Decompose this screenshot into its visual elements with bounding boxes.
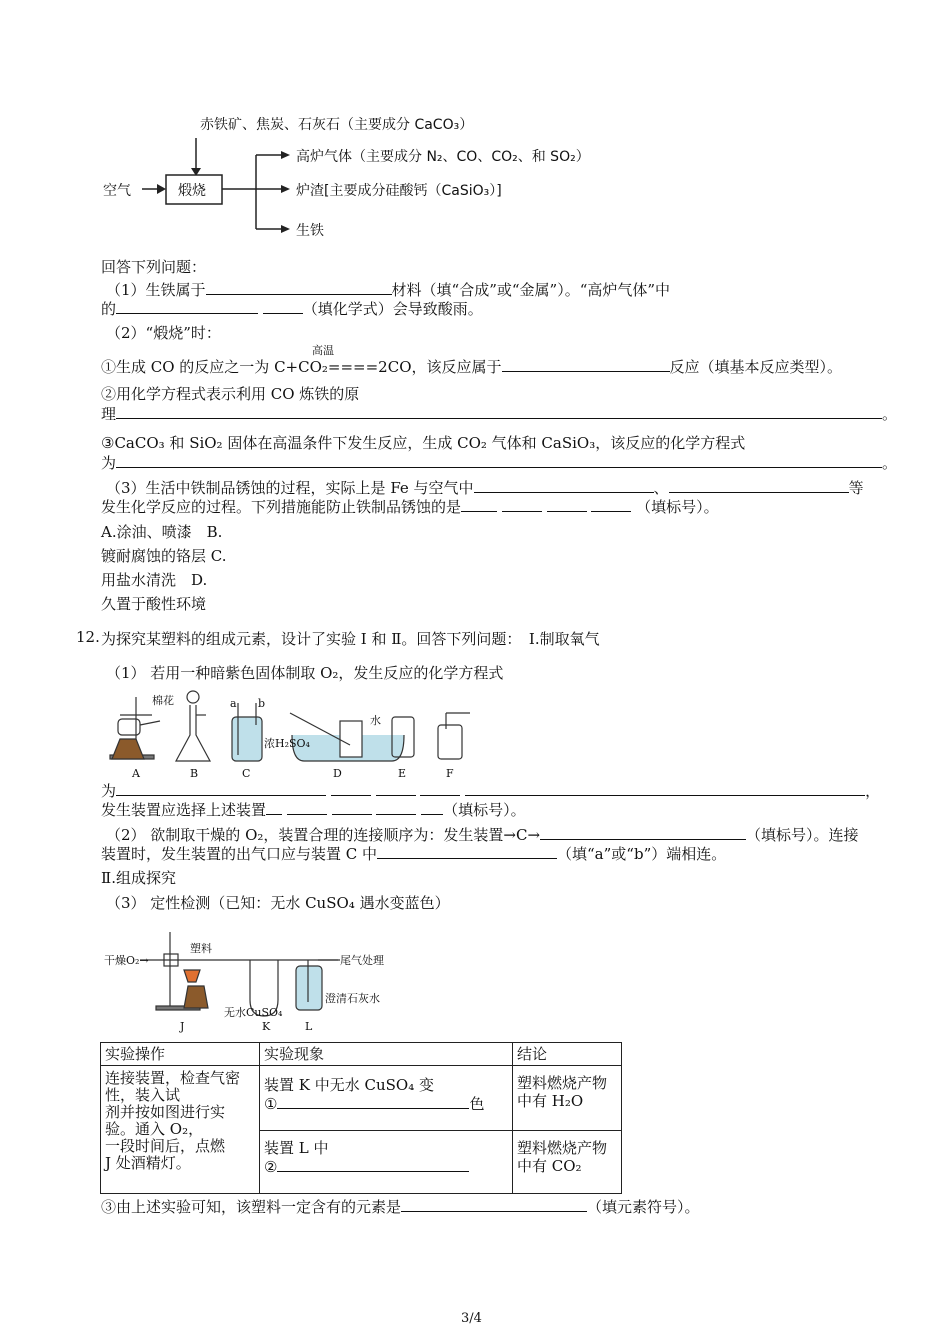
conclusion-h2o: 塑料燃烧产物 中有 H₂O: [513, 1066, 622, 1131]
answer-blank-6a[interactable]: [474, 478, 654, 493]
label-exhaust: 尾气处理: [340, 954, 384, 967]
apparatus-drawing-2: [0, 912, 950, 1032]
q11-part3-line1: （3）生活中铁制品锈蚀的过程，实际上是 Fe 与空气中 、 等: [106, 479, 864, 497]
answer-blank-8c[interactable]: [376, 781, 416, 796]
q11-part1-line1: （1）生铁属于 材料（填“合成”或“金属”）。“高炉气体”中: [106, 281, 671, 299]
q11-intro: 回答下列问题：: [101, 258, 207, 276]
answer-blank-2b[interactable]: [263, 299, 303, 314]
page-number: 3/4: [461, 1311, 482, 1326]
q12-part3: （3） 定性检测（已知：无水 CuSO₄ 遇水变蓝色）: [106, 894, 450, 912]
answer-blank-9d[interactable]: [376, 800, 416, 815]
answer-blank-7d[interactable]: [591, 497, 631, 512]
label-lime-water: 澄清石灰水: [325, 992, 380, 1005]
condition-high-temp: 高温: [312, 344, 334, 357]
answer-blank-13[interactable]: [277, 1157, 469, 1172]
q11-part1-line2: 的 （填化学式）会导致酸雨。: [101, 300, 483, 318]
label-dry-o2: 干燥O₂→: [104, 954, 149, 967]
answer-blank-8a[interactable]: [116, 781, 326, 796]
header-conclusion: 结论: [513, 1043, 622, 1066]
label-F: F: [446, 767, 454, 780]
option-c: 用盐水清洗 D.: [101, 571, 208, 589]
q12-part1-device: 发生装置应选择上述装置 （填标号）。: [101, 801, 526, 819]
answer-blank-12[interactable]: [277, 1094, 469, 1109]
phenomenon-l: 装置 L 中 ②: [260, 1131, 513, 1194]
q11-part2-1: ①生成 CO 的反应之一为 C+CO₂====2CO，该反应属于 反应（填基本反应类型）。: [101, 358, 843, 376]
answer-blank-9c[interactable]: [332, 800, 372, 815]
flow-out-gas: 高炉气体（主要成分 N₂、CO、CO₂、和 SO₂）: [296, 149, 590, 165]
operation-cell: 连接装置，检查气密 性，装入试 剂并按如图进行实 验。通入 O₂， 一段时间后，点燃 J 处酒精灯。: [101, 1066, 260, 1194]
q11-part2: （2）“煅烧”时：: [106, 324, 221, 342]
answer-blank-7b[interactable]: [502, 497, 542, 512]
label-port-a: a: [230, 697, 237, 710]
answer-blank-1[interactable]: [206, 280, 392, 295]
answer-blank-8d[interactable]: [420, 781, 460, 796]
answer-blank-10[interactable]: [540, 825, 746, 840]
label-plastic: 塑料: [190, 942, 212, 955]
q12-intro: 为探究某塑料的组成元素，设计了实验 Ⅰ 和 Ⅱ。回答下列问题： Ⅰ.制取氧气: [101, 630, 600, 648]
answer-blank-4[interactable]: [116, 404, 882, 419]
flow-inputs: 赤铁矿、焦炭、石灰石（主要成分 CaCO₃）: [200, 117, 474, 133]
phenomenon-k: 装置 K 中无水 CuSO₄ 变 ① 色: [260, 1066, 513, 1131]
option-a: A.涂油、喷漆 B.: [101, 523, 223, 541]
question-number-12: 12.: [76, 628, 100, 646]
label-B: B: [190, 767, 199, 780]
q11-part3-line2: 发生化学反应的过程。下列措施能防止铁制品锈蚀的是 （填标号）。: [101, 498, 719, 516]
flow-out-iron: 生铁: [296, 223, 324, 239]
q12-part1-answer: 为 ，: [101, 782, 881, 800]
answer-blank-7c[interactable]: [547, 497, 587, 512]
label-C: C: [242, 767, 251, 780]
answer-blank-9b[interactable]: [287, 800, 327, 815]
flow-chart-lines: [0, 0, 950, 250]
flow-out-slag: 炉渣[主要成分硅酸钙（CaSiO₃）]: [296, 183, 502, 199]
flow-air: 空气: [103, 183, 131, 199]
answer-blank-2a[interactable]: [116, 299, 258, 314]
label-K: K: [262, 1020, 271, 1033]
answer-blank-14[interactable]: [401, 1197, 587, 1212]
table-row: [101, 1066, 622, 1131]
q12-part2-line2: 装置时，发生装置的出气口应与装置 C 中 （填“a”或“b”）端相连。: [101, 845, 727, 863]
q12-part1: （1） 若用一种暗紫色固体制取 O₂，发生反应的化学方程式: [106, 664, 504, 682]
label-E: E: [398, 767, 407, 780]
label-water: 水: [370, 714, 381, 727]
answer-blank-6b[interactable]: [669, 478, 849, 493]
label-D: D: [333, 767, 342, 780]
experiment-table: [100, 1042, 622, 1194]
answer-blank-8b[interactable]: [331, 781, 371, 796]
answer-blank-9e[interactable]: [421, 800, 443, 815]
q12-part2-line1: （2） 欲制取干燥的 O₂，装置合理的连接顺序为：发生装置→C→ （填标号）。连接: [106, 826, 859, 844]
q11-part2-2b: 理 。: [101, 405, 898, 423]
q11-part2-2a: ②用化学方程式表示利用 CO 炼铁的原: [101, 385, 360, 403]
answer-blank-8e[interactable]: [465, 781, 865, 796]
header-operation: 实验操作: [101, 1043, 260, 1066]
table-header-row: [101, 1043, 622, 1066]
q11-part2-3b: 为 。: [101, 454, 898, 472]
conclusion-co2: 塑料燃烧产物 中有 CO₂: [513, 1131, 622, 1194]
label-conc-acid: 浓H₂SO₄: [264, 737, 310, 750]
answer-blank-3[interactable]: [502, 357, 670, 372]
answer-blank-5[interactable]: [116, 453, 882, 468]
header-phenomenon: 实验现象: [260, 1043, 513, 1066]
answer-blank-9a[interactable]: [266, 800, 282, 815]
label-cuso4: 无水CuSO₄: [224, 1006, 283, 1019]
q11-part2-3a: ③CaCO₃ 和 SiO₂ 固体在高温条件下发生反应，生成 CO₂ 气体和 CaSiO₃，该反应的化学方程式: [101, 434, 746, 452]
label-L: L: [305, 1020, 313, 1033]
label-cotton: 棉花: [152, 694, 174, 707]
answer-blank-7a[interactable]: [461, 497, 497, 512]
label-A: A: [132, 767, 140, 780]
q12-part-ii: Ⅱ.组成探究: [101, 869, 176, 887]
label-port-b: b: [258, 697, 266, 710]
option-b: 镀耐腐蚀的铬层 C.: [101, 547, 227, 565]
label-J: J: [180, 1020, 185, 1033]
option-d: 久置于酸性环境: [101, 595, 207, 613]
flow-process: 煅烧: [178, 183, 206, 199]
answer-blank-11[interactable]: [377, 844, 557, 859]
q12-part3-conclusion: ③由上述实验可知，该塑料一定含有的元素是 （填元素符号）。: [101, 1198, 700, 1216]
